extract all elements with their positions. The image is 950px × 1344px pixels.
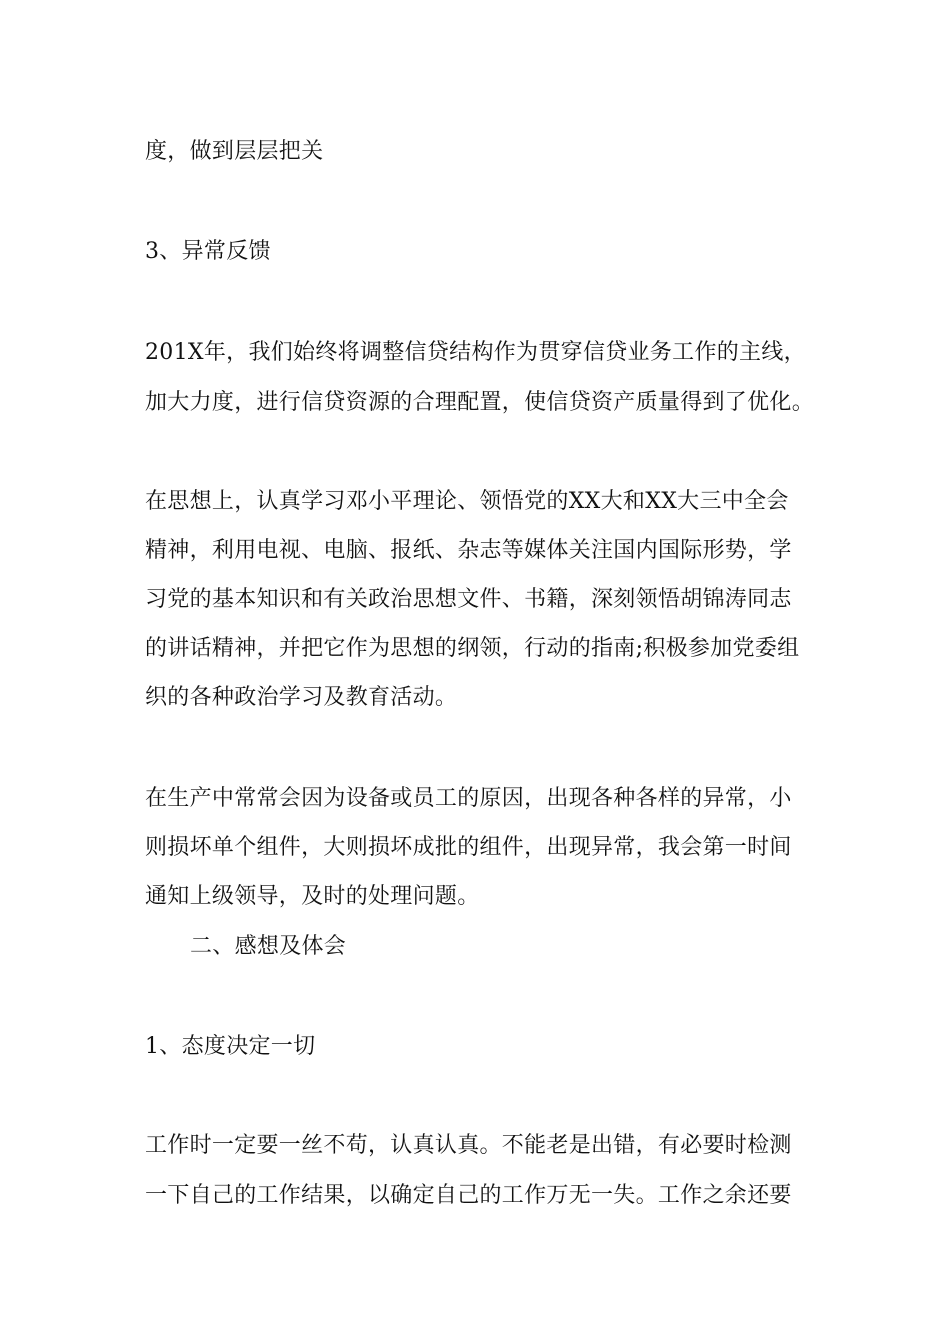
section-heading: 1、态度决定一切 <box>145 1034 316 1059</box>
paragraph-line: 精神，利用电视、电脑、报纸、杂志等媒体关注国内国际形势，学 <box>145 538 792 563</box>
paragraph-line: 织的各种政治学习及教育活动。 <box>145 685 458 710</box>
paragraph-line: 则损坏单个组件，大则损坏成批的组件，出现异常，我会第一时间 <box>145 835 792 860</box>
paragraph-line: 习党的基本知识和有关政治思想文件、书籍，深刻领悟胡锦涛同志 <box>145 587 792 612</box>
paragraph-line: 一下自己的工作结果，以确定自己的工作万无一失。工作之余还要 <box>145 1183 792 1208</box>
paragraph-line: 在思想上，认真学习邓小平理论、领悟党的XX大和XX大三中全会 <box>145 489 789 514</box>
paragraph-line: 加大力度，进行信贷资源的合理配置，使信贷资产质量得到了优化。 <box>145 390 815 415</box>
paragraph-line: 度，做到层层把关 <box>145 139 324 164</box>
paragraph-line: 通知上级领导，及时的处理问题。 <box>145 884 480 909</box>
paragraph-line: 工作时一定要一丝不苟，认真认真。不能老是出错，有必要时检测 <box>145 1133 792 1158</box>
paragraph-line: 在生产中常常会因为设备或员工的原因，出现各种各样的异常，小 <box>145 786 792 811</box>
section-heading: 3、异常反馈 <box>145 239 271 264</box>
paragraph-line: 的讲话精神，并把它作为思想的纲领，行动的指南;积极参加党委组 <box>145 636 800 661</box>
paragraph-line: 201X年，我们始终将调整信贷结构作为贯穿信贷业务工作的主线， <box>145 340 806 365</box>
section-heading: 二、感想及体会 <box>190 934 347 959</box>
